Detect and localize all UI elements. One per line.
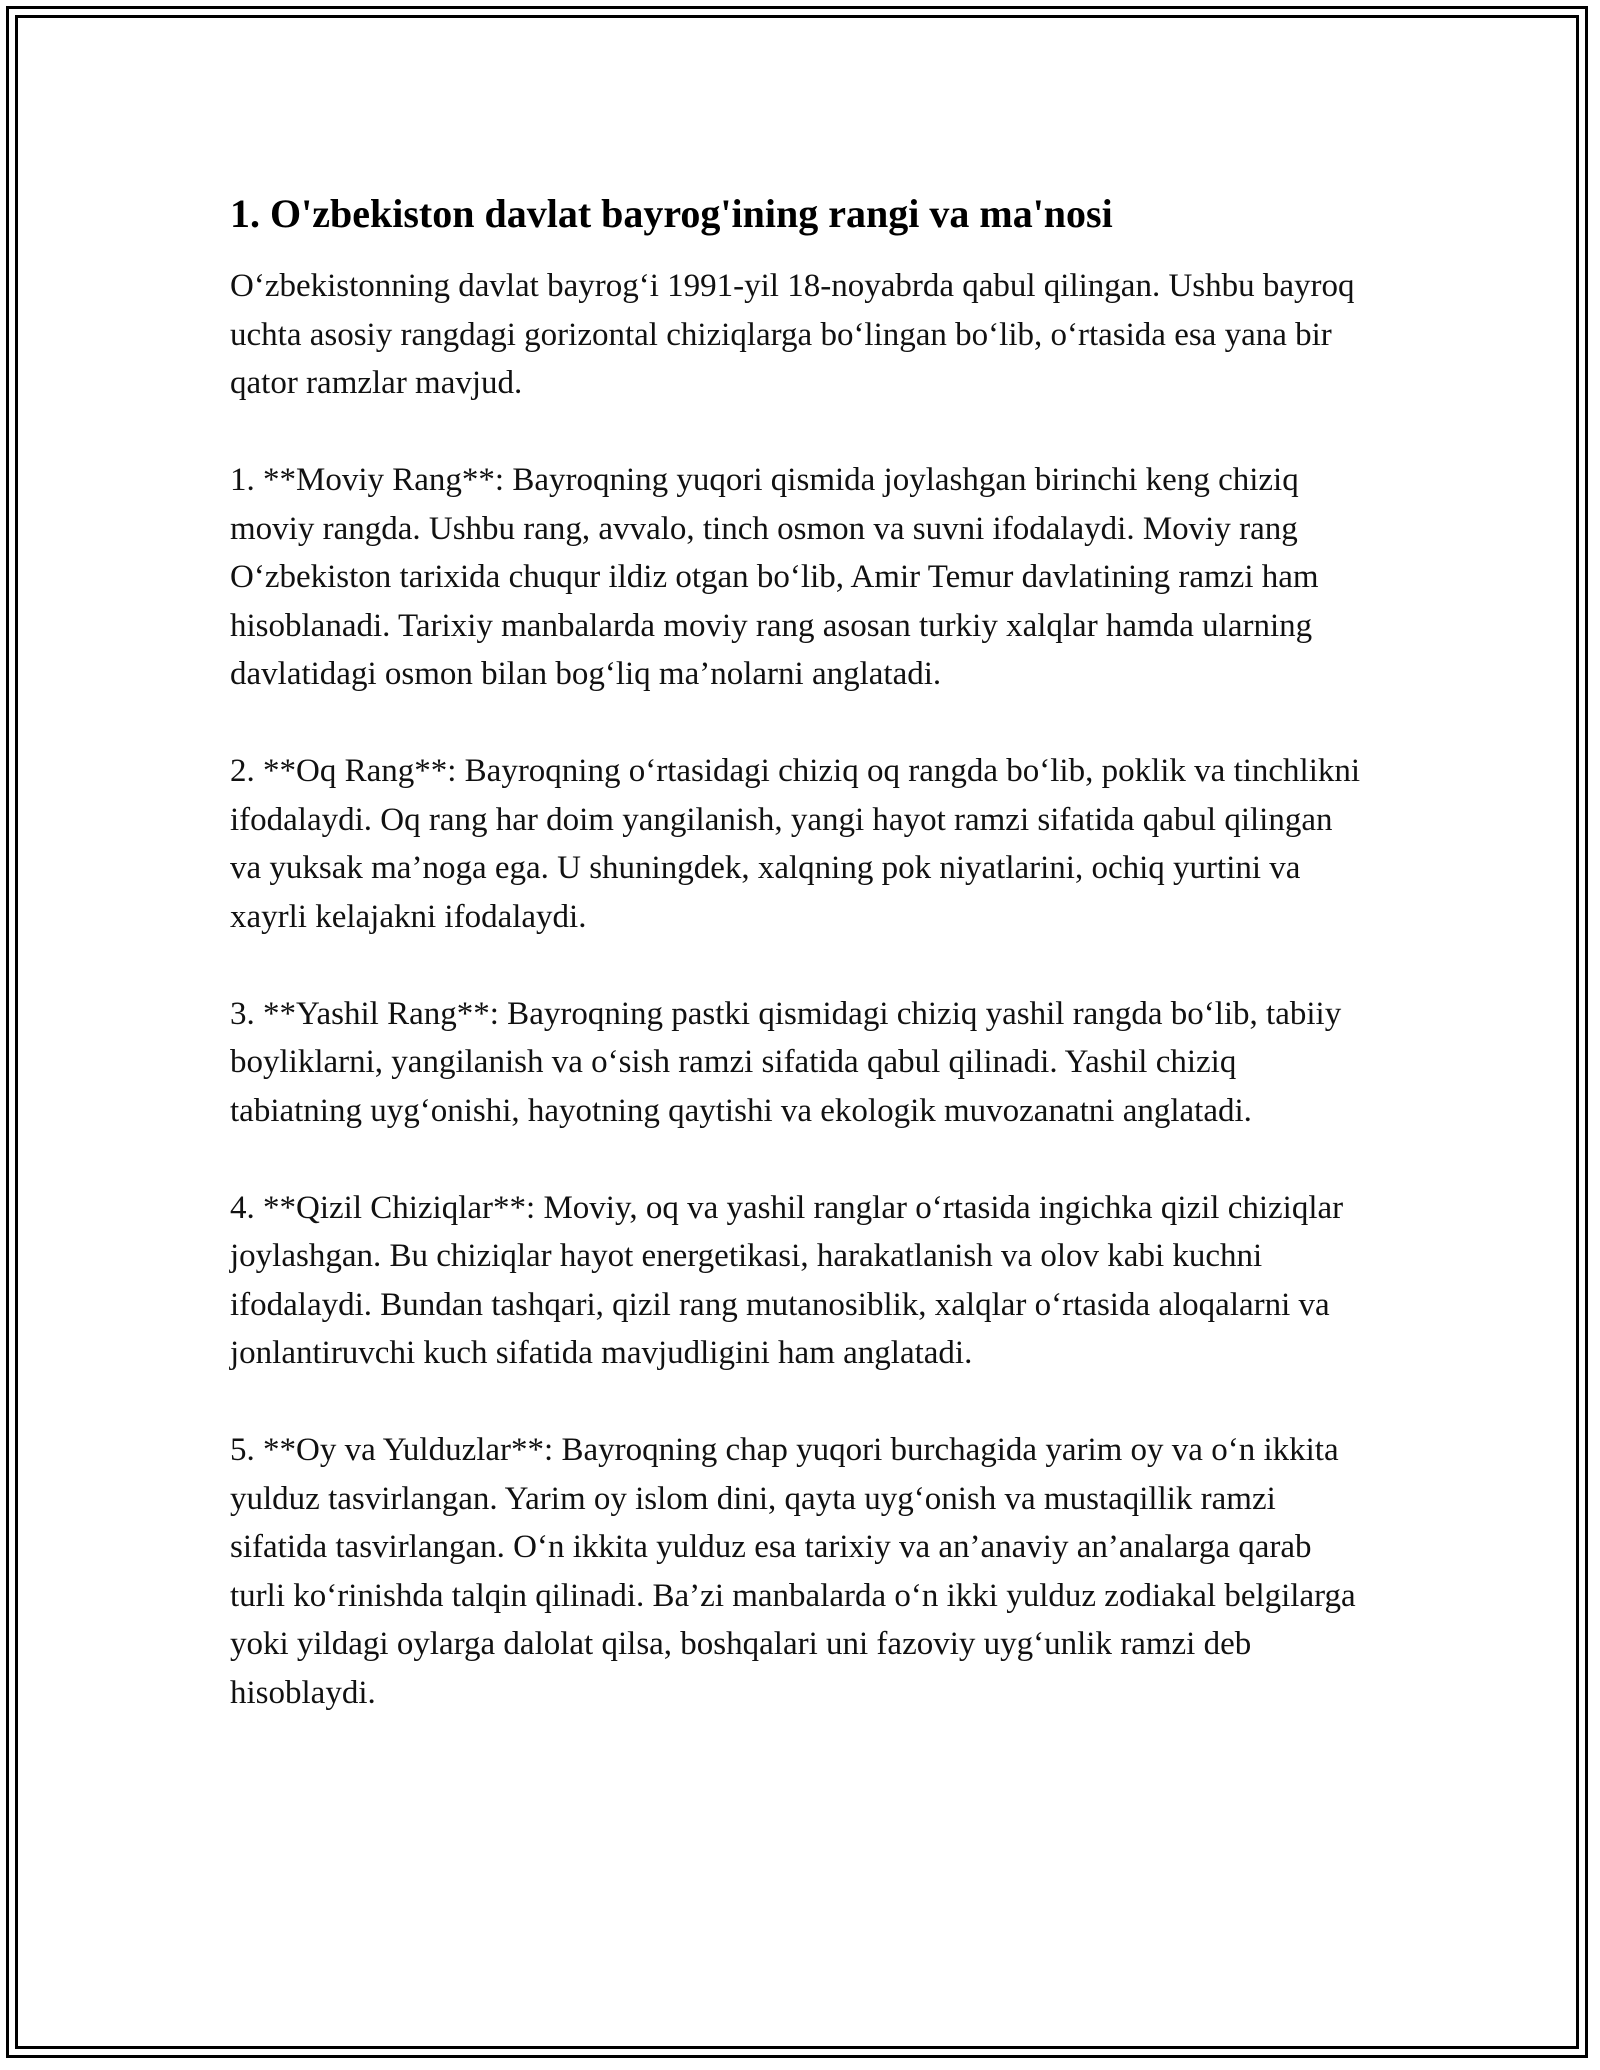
paragraph-moviy-rang: 1. **Moviy Rang**: Bayroqning yuqori qismida joylashgan birinchi keng chiziq moviy rangda. Ushbu rang, avvalo, tinch osmon va suvni ifodalaydi. Moviy rang O‘zbekiston tarixida chuqur ildiz otgan bo‘lib, Amir Temur davlatining ramzi ham hisoblanadi. Tarixiy manbalarda moviy rang asosan turkiy xalqlar hamda ularning davlatidagi osmon bilan bog‘liq ma’nolarni anglatadi. bbox=[230, 462, 1319, 692]
paragraph-oy-va-yulduzlar: 5. **Oy va Yulduzlar**: Bayroqning chap yuqori burchagida yarim oy va o‘n ikkita yulduz tasvirlangan. Yarim oy islom dini, qayta uyg‘onish va mustaqillik ramzi sifatida tasvirlangan. O‘n ikkita yulduz esa tarixiy va an’anaviy an’analarga qarab turli ko‘rinishda talqin qilinadi. Ba’zi manbalarda o‘n ikki yulduz zodiakal belgilarga yoki yildagi oylarga dalolat qilsa, boshqalari uni fazoviy uyg‘unlik ramzi deb hisoblaydi. bbox=[230, 1432, 1356, 1711]
paragraph-qizil-chiziqlar: 4. **Qizil Chiziqlar**: Moviy, oq va yashil ranglar o‘rtasida ingichka qizil chiziqlar joylashgan. Bu chiziqlar hayot energetikasi, harakatlanish va olov kabi kuchni ifodalaydi. Bundan tashqari, qizil rang mutanosiblik, xalqlar o‘rtasida aloqalarni va jonlantiruvchi kuch sifatida mavjudligini ham anglatadi. bbox=[230, 1189, 1344, 1371]
document-heading: 1. O'zbekiston davlat bayrog'ining rangi va ma'nosi bbox=[230, 191, 1113, 236]
paragraph-oq-rang: 2. **Oq Rang**: Bayroqning o‘rtasidagi chiziq oq rangda bo‘lib, poklik va tinchlikni ifodalaydi. Oq rang har doim yangilanish, yangi hayot ramzi sifatida qabul qilingan va yuksak ma’noga ega. U shuningdek, xalqning pok niyatlarini, ochiq yurtini va xayrli kelajakni ifodalaydi. bbox=[230, 753, 1361, 935]
paragraph-yashil-rang: 3. **Yashil Rang**: Bayroqning pastki qismidagi chiziq yashil rangda bo‘lib, tabiiy boyliklarni, yangilanish va o‘sish ramzi sifatida qabul qilinadi. Yashil chiziq tabiatning uyg‘onishi, hayotning qaytishi va ekologik muvozanatni anglatadi. bbox=[230, 995, 1342, 1129]
intro-paragraph: O‘zbekistonning davlat bayrog‘i 1991-yil 18-noyabrda qabul qilingan. Ushbu bayroq uchta asosiy rangdagi gorizontal chiziqlarga bo‘lingan bo‘lib, o‘rtasida esa yana bir qator ramzlar mavjud. bbox=[230, 268, 1355, 401]
document-body bbox=[230, 180, 1370, 1766]
